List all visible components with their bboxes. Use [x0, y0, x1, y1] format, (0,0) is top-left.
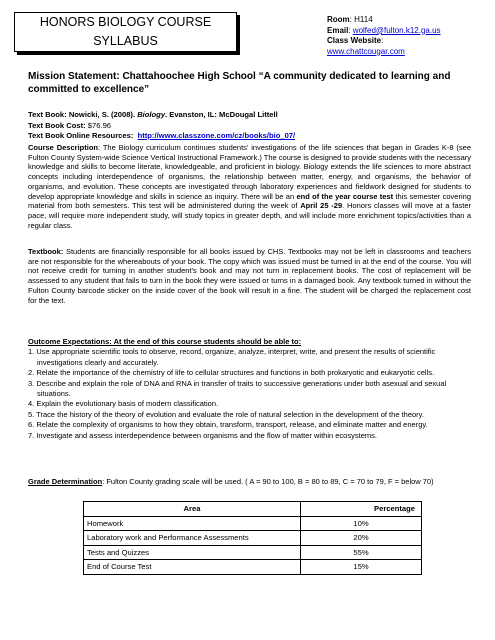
room-value: H114 — [354, 15, 373, 24]
grade-determination-text: : Fulton County grading scale will be used. ( A = 90 to 100, B = 80 to 89, C = 70 to 79, F = below 70) — [102, 477, 434, 486]
mission-statement: Mission Statement: Chattahoochee High School “A community dedicated to learning and committed to excellence” — [28, 71, 451, 95]
area-cell: Tests and Quizzes — [84, 545, 301, 560]
outcome-item: 6. Relate the complexity of organisms to how they obtain, transform, transport, release, and eliminate matter and energy. — [28, 420, 428, 430]
online-resources-label: Text Book Online Resources: — [28, 131, 134, 140]
outcome-item: 3. Describe and explain the role of DNA and RNA in transfer of traits to successive generations under both asexual and sexual situations. — [28, 378, 447, 399]
course-description-text-1: : The Biology curriculum continues students’ investigations of the life sciences that began in Grades K-8 (see Fulton County System-wide Science Vertical Instructional Framework.) The course is designed to provide students with the necessary knowledge and skills to become literate, knowledgeable, and proficient in biology. Biology extends the life sciences to more abstract concepts including interdependence of organisms, the relationship between matter, energy, and organisms, the behavior of organisms, and evolution. These concepts are investigated through laboratory experiences and fieldwork designed for students to develop appropriate knowledge and skills in science as inquiry. There will be an — [28, 143, 471, 201]
area-cell: Laboratory work and Performance Assessments — [84, 531, 301, 546]
table-row — [84, 531, 422, 546]
room-label: Room — [327, 15, 350, 24]
text-book-citation-post: . Evanston, IL: McDougal Littell — [165, 110, 278, 119]
area-cell: Homework — [84, 516, 301, 531]
outcome-item: 1. Use appropriate scientific tools to observe, record, organize, analyze, interpret, write, and present the results of scientific investigations clearly and accurately. — [28, 347, 436, 367]
table-row — [84, 560, 422, 575]
text-book-label: Text Book: — [28, 110, 67, 119]
course-description-label: Course Description — [28, 143, 98, 152]
contact-info: Room: H114 Email: wolfed@fulton.k12.ga.us Class Website: www.chattcougar.com — [327, 15, 441, 56]
area-cell: End of Course Test — [84, 560, 301, 575]
table-row — [84, 545, 422, 560]
grade-determination-label: Grade Determination — [28, 477, 103, 486]
outcome-item: 5. Trace the history of the theory of evolution and evaluate the role of natural selection in the development of the theory. — [28, 409, 424, 419]
outcome-item: 2. Relate the importance of the chemistry of life to cellular structures and functions in both prokaryotic and eukaryotic cells. — [28, 368, 435, 378]
percentage-cell: 15% — [301, 560, 422, 575]
grade-weights-table — [83, 501, 422, 575]
online-resources-link[interactable]: http://www.classzone.com/cz/books/bio_07/ — [137, 131, 296, 140]
textbook-policy-label: Textbook: — [28, 247, 64, 256]
syllabus-title-box — [14, 12, 237, 52]
percentage-cell: 55% — [301, 545, 422, 560]
website-label: Class Website — [327, 36, 382, 46]
textbook-policy — [28, 247, 471, 305]
email-label: Email — [327, 25, 349, 35]
course-description-text-2: this semester covering material from both semesters. This test will be administered during the week of — [28, 191, 471, 211]
textbook-policy-text: Students are financially responsible for all books issued by CHS. Textbooks may not be left in classrooms and teachers are not responsible for the whereabouts of your book. The copy which was issued must be turned in at the end of the course. You will not receive credit for turning in another student's book and may not turn in replacement books. The cost of replacement will be assessed to any student that fails to turn in the book they were issued or turns in a damaged book. Any textbook turned in without the Fulton County barcode sticker on the inside cover of the book will result in a fine. The student will be charged the replacement cost for the text. — [28, 247, 471, 305]
text-book-title: Biology — [137, 110, 166, 119]
percentage-cell: 10% — [301, 516, 422, 531]
outcomes-heading: Outcome Expectations: At the end of this course students should be able to: — [28, 337, 302, 346]
cost-label: Text Book Cost: — [28, 120, 86, 130]
title-line-2: SYLLABUS — [93, 34, 158, 48]
course-description — [28, 143, 471, 230]
cost-value: $76.96 — [87, 120, 112, 130]
outcome-item: 7. Investigate and assess interdependence between organisms and the flow of matter within ecosystems. — [28, 430, 377, 440]
grade-determination — [28, 477, 473, 487]
percentage-cell: 20% — [301, 531, 422, 546]
textbook-info — [28, 110, 473, 142]
outcome-expectations — [28, 337, 473, 441]
email-link[interactable]: wolfed@fulton.k12.ga.us — [352, 25, 441, 35]
column-header-area: Area — [84, 502, 301, 517]
table-header-row — [84, 502, 422, 517]
test-dates: April 25 -29 — [300, 201, 343, 211]
outcome-item: 4. Explain the evolutionary basis of modern classification. — [28, 399, 219, 409]
column-header-percentage: Percentage — [301, 502, 422, 517]
class-website-link[interactable]: www.chattcougar.com — [327, 46, 405, 56]
outcomes-list — [28, 347, 473, 441]
end-of-course-test-text: end of the year course test — [296, 191, 394, 201]
title-line-1: HONORS BIOLOGY COURSE — [39, 15, 212, 29]
course-description-text-3: . Honors classes will move at a faster pace, will require more independent study, will study topics in greater depth, and will include more enrichment topics/activities than a regular class. — [28, 201, 471, 230]
table-row — [84, 516, 422, 531]
text-book-citation-pre: Nowicki, S. (2008). — [68, 110, 136, 119]
